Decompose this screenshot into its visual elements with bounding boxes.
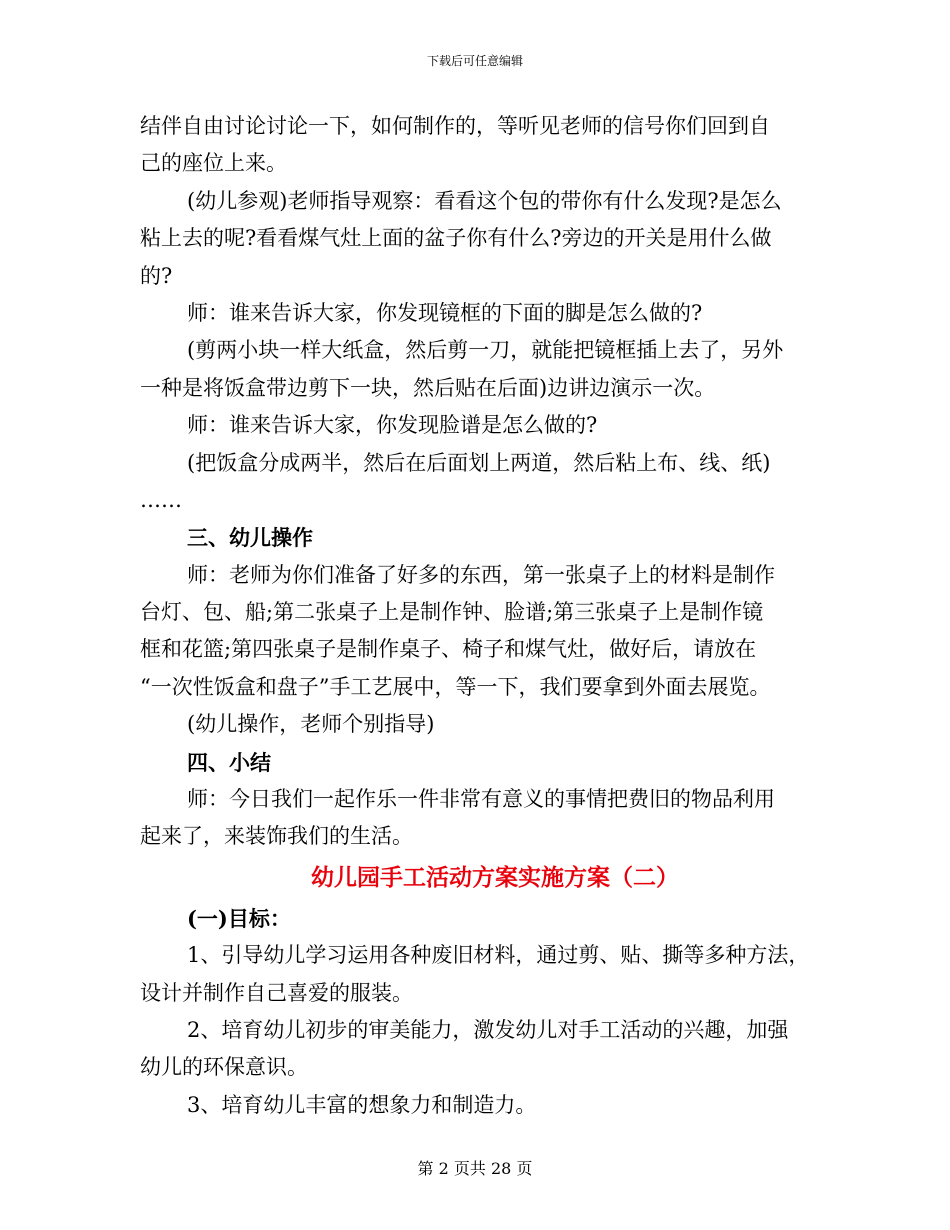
paragraph-line: 一种是将饭盒带边剪下一块，然后贴在后面)边讲边演示一次。: [140, 375, 716, 400]
paragraph-line: 起来了，来装饰我们的生活。: [140, 824, 413, 849]
paragraph-line: 的?: [140, 263, 173, 288]
paragraph-line: “一次性饭盒和盘子”手工艺展中，等一下，我们要拿到外面去展览。: [140, 674, 771, 699]
section-heading-goals: (一)目标：: [187, 905, 291, 931]
paragraph-line: 框和花篮;第四张桌子是制作桌子、椅子和煤气灶，做好后，请放在: [140, 637, 757, 662]
paragraph-line: 师：谁来告诉大家，你发现脸谱是怎么做的?: [187, 413, 598, 438]
paragraph-line: (幼儿操作，老师个别指导): [187, 712, 435, 737]
paragraph-line: 师：老师为你们准备了好多的东西，第一张桌子上的材料是制作: [187, 562, 775, 587]
section-heading-operation: 三、幼儿操作: [187, 525, 313, 551]
paragraph-line: 结伴自由讨论讨论一下，如何制作的，等听见老师的信号你们回到自: [140, 114, 770, 138]
paragraph-line: 1、引导幼儿学习运用各种废旧材料，通过剪、贴、撕等多种方法，: [187, 943, 810, 968]
paragraph-line: 己的座位上来。: [140, 151, 287, 176]
paragraph-line: 师：今日我们一起作乐一件非常有意义的事情把费旧的物品利用: [187, 787, 775, 812]
paragraph-line: (幼儿参观)老师指导观察：看看这个包的带你有什么发现?是怎么: [187, 188, 782, 213]
paragraph-line: 设计并制作自己喜爱的服装。: [140, 980, 413, 1005]
paragraph-line: 粘上去的呢?看看煤气灶上面的盆子你有什么?旁边的开关是用什么做: [140, 226, 772, 251]
page-footer: 第 2 页共 28 页: [417, 1159, 533, 1178]
document-title: 幼儿园手工活动方案实施方案（二）: [311, 863, 679, 891]
paragraph-line: 幼儿的环保意识。: [140, 1055, 308, 1080]
paragraph-line: (剪两小块一样大纸盒，然后剪一刀，就能把镜框插上去了，另外: [187, 338, 784, 363]
paragraph-line: ……: [140, 487, 182, 512]
paragraph-line: 台灯、包、船;第二张桌子上是制作钟、脸谱;第三张桌子上是制作镜: [140, 600, 764, 625]
section-heading-summary: 四、小结: [187, 749, 271, 775]
page-header: 下载后可任意编辑: [426, 54, 523, 68]
paragraph-line: 2、培育幼儿初步的审美能力，激发幼儿对手工活动的兴趣，加强: [187, 1017, 789, 1042]
paragraph-line: 师：谁来告诉大家，你发现镜框的下面的脚是怎么做的?: [187, 300, 703, 325]
paragraph-line: 3、培育幼儿丰富的想象力和制造力。: [187, 1092, 537, 1117]
paragraph-line: (把饭盒分成两半，然后在后面划上两道，然后粘上布、线、纸): [187, 450, 771, 475]
document-body: [140, 108, 830, 1124]
